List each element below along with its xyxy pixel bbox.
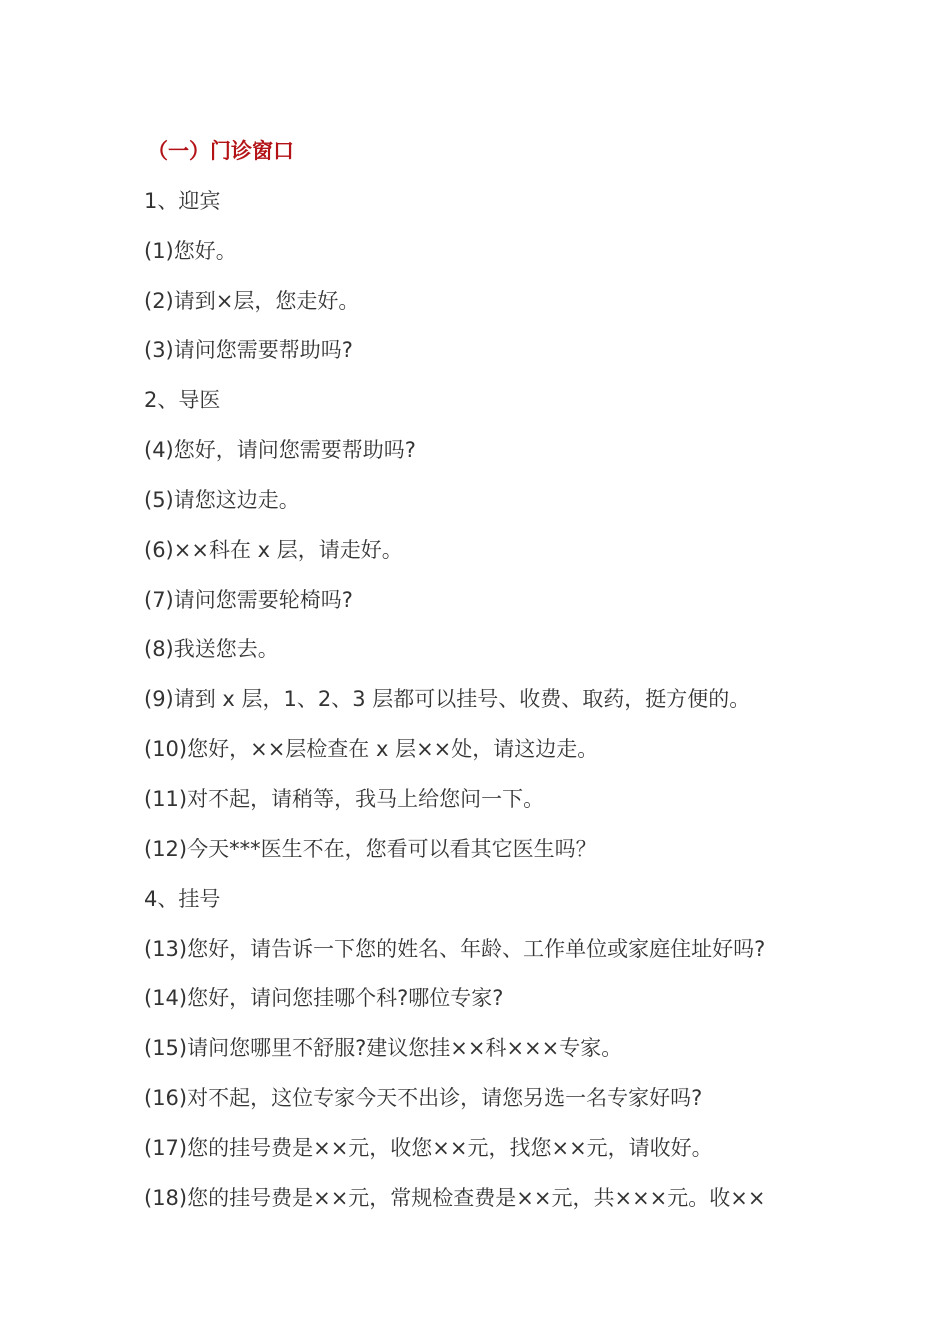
phrase-line: (5)请您这边走。 — [144, 487, 300, 512]
subsection-heading-greeting: 1、迎宾 — [144, 188, 221, 213]
phrase-line: (17)您的挂号费是××元，收您××元，找您××元，请收好。 — [144, 1135, 713, 1160]
phrase-line: (2)请到×层，您走好。 — [144, 288, 360, 313]
phrase-line: (11)对不起，请稍等，我马上给您问一下。 — [144, 786, 545, 811]
phrase-line: (9)请到 x 层，1、2、3 层都可以挂号、收费、取药，挺方便的。 — [144, 687, 751, 712]
phrase-line: (6)××科在 x 层，请走好。 — [144, 537, 403, 562]
phrase-line: (16)对不起，这位专家今天不出诊，请您另选一名专家好吗? — [144, 1086, 703, 1111]
phrase-line: (13)您好，请告诉一下您的姓名、年龄、工作单位或家庭住址好吗? — [144, 936, 766, 961]
phrase-line: (3)请问您需要帮助吗? — [144, 338, 353, 363]
phrase-line: (4)您好，请问您需要帮助吗? — [144, 438, 416, 463]
phrase-line: (8)我送您去。 — [144, 637, 279, 662]
document-body — [144, 127, 824, 1224]
phrase-line: (14)您好，请问您挂哪个科?哪位专家? — [144, 986, 504, 1011]
phrase-line: (15)请问您哪里不舒服?建议您挂××科×××专家。 — [144, 1036, 623, 1061]
phrase-line: (7)请问您需要轮椅吗? — [144, 587, 353, 612]
subsection-heading-guidance: 2、导医 — [144, 388, 221, 413]
phrase-line: (12)今天***医生不在，您看可以看其它医生吗？ — [144, 836, 597, 861]
section-heading: （一）门诊窗口 — [147, 139, 294, 163]
phrase-line: (10)您好，××层检查在 x 层××处，请这边走。 — [144, 737, 599, 762]
phrase-line: (18)您的挂号费是××元，常规检查费是××元，共×××元。收×× — [144, 1185, 766, 1210]
subsection-heading-registration: 4、挂号 — [144, 886, 221, 911]
phrase-line: (1)您好。 — [144, 238, 237, 263]
